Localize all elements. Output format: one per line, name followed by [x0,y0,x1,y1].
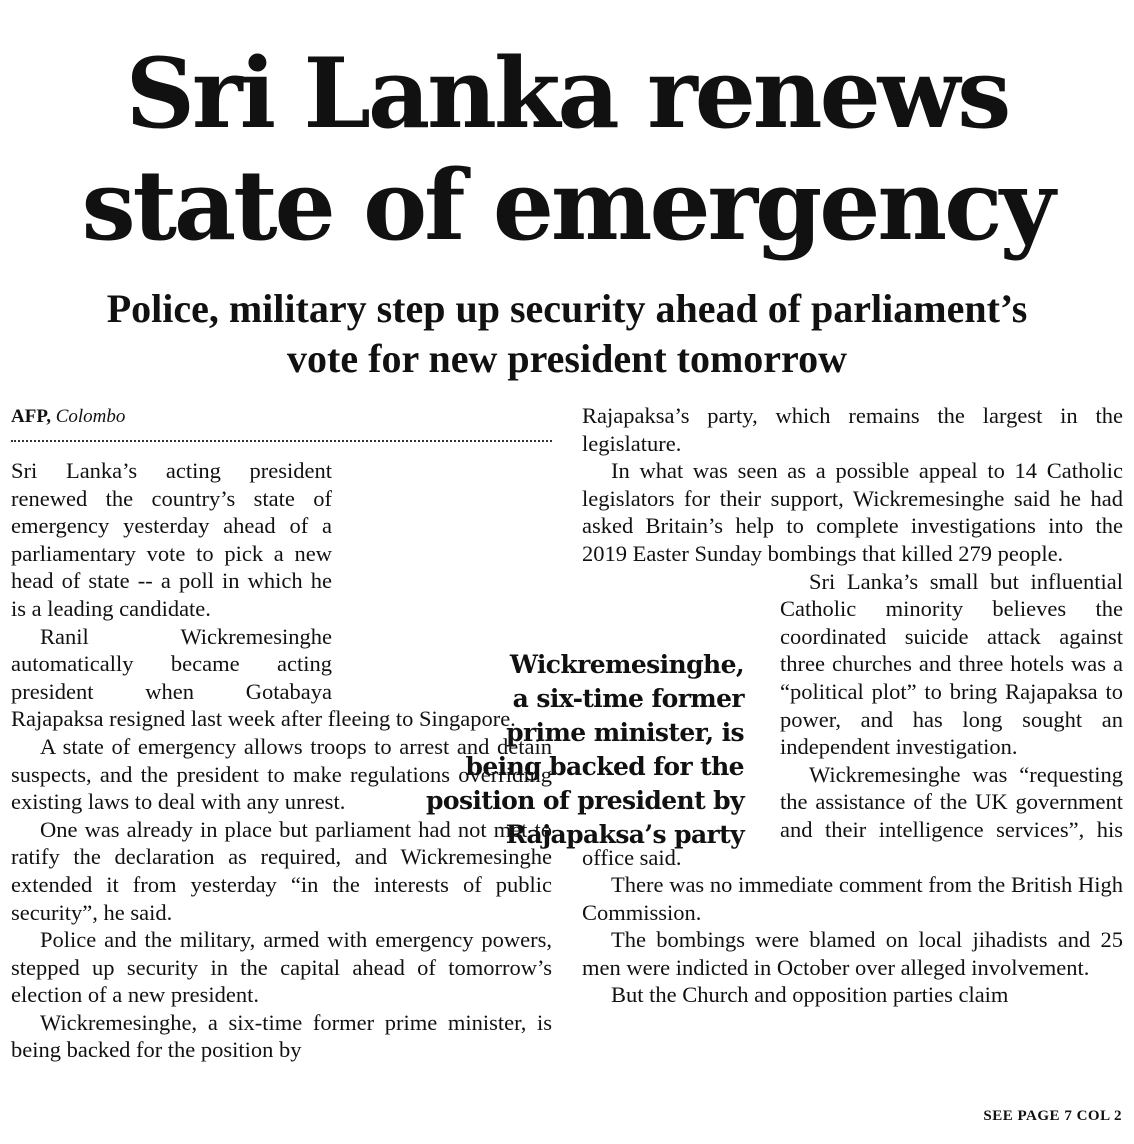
headline-line-1: Sri Lanka renews [125,37,1009,150]
headline [0,38,1134,262]
column-2-paragraph-6: The bombings were blamed on local jihadists and 25 men were indicted in October over alleged involvement. [582,927,1123,980]
pullquote-line-5: position of president by [425,786,744,815]
subheadline-line-2: vote for new president tomorrow [287,336,847,381]
column-2-paragraph-4: Wickremesinghe was “requesting the assistance of the UK government and their intelligence services”, his office said. [582,761,1123,870]
pullquote [380,648,744,852]
pullquote-line-2: a six-time former [512,684,744,713]
pullquote-line-6: Rajapaksa’s party [505,820,744,849]
column-2-paragraph-2: In what was seen as a possible appeal to 14 Catholic legislators for their support, Wickremesinghe said he had asked Britain’s help to complete investigations into the 2019 Easter Sunday bombings that killed 279 people. [582,458,1123,566]
column-1-paragraph-4: One was already in place but parliament had not met to ratify the declaration as required, and Wickremesinghe extended it from yesterday “in the interests of public security”, he said. [11,816,552,925]
column-2-paragraph-5: There was no immediate comment from the British High Commission. [582,872,1123,925]
column-2-paragraph-7: But the Church and opposition parties claim [611,982,1009,1008]
continuation-jump-line: SEE PAGE 7 COL 2 [983,1108,1122,1124]
headline-line-2: state of emergency [81,149,1053,262]
column-2-paragraph-1: Rajapaksa’s party, which remains the largest in the legislature. [582,403,1123,456]
column-1-paragraph-6: Wickremesinghe, a six-time former prime minister, is being backed for the position by [11,1009,552,1063]
pullquote-line-4: being backed for the [465,752,744,781]
pullquote-line-1: Wickremesinghe, [509,650,744,679]
byline-divider [11,440,552,442]
column-1-paragraph-3: A state of emergency allows troops to arrest and detain suspects, and the president to make regulations overriding existing laws to deal with any unrest. [11,733,552,815]
column-1-paragraph-2: Ranil Wickremesinghe automatically became acting president when Gotabaya Rajapaksa resigned last week after fleeing to Singapore. [11,623,516,732]
column-2-paragraph-3: Sri Lanka’s small but influential Catholic minority believes the coordinated suicide attack against three churches and three hotels was a “political plot” to bring Rajapaksa to power, and has long sought an independent investigation. [780,568,1123,760]
pullquote-line-3: prime minister, is [506,718,744,747]
column-1-paragraph-5: Police and the military, armed with emergency powers, stepped up security in the capital ahead of tomorrow’s election of a new president. [11,927,552,1008]
byline [11,404,125,430]
byline-location: Colombo [55,406,126,427]
subheadline-line-1: Police, military step up security ahead of parliament’s [106,286,1028,331]
byline-agency: AFP, [11,406,51,427]
column-1-paragraph-1: Sri Lanka’s acting president renewed the country’s state of emergency yesterday ahead of a parliamentary vote to pick a new head of state -- a poll in which he is a leading candidate. [11,458,332,621]
pullquote-spacer-left [332,457,552,679]
subheadline [0,284,1134,384]
